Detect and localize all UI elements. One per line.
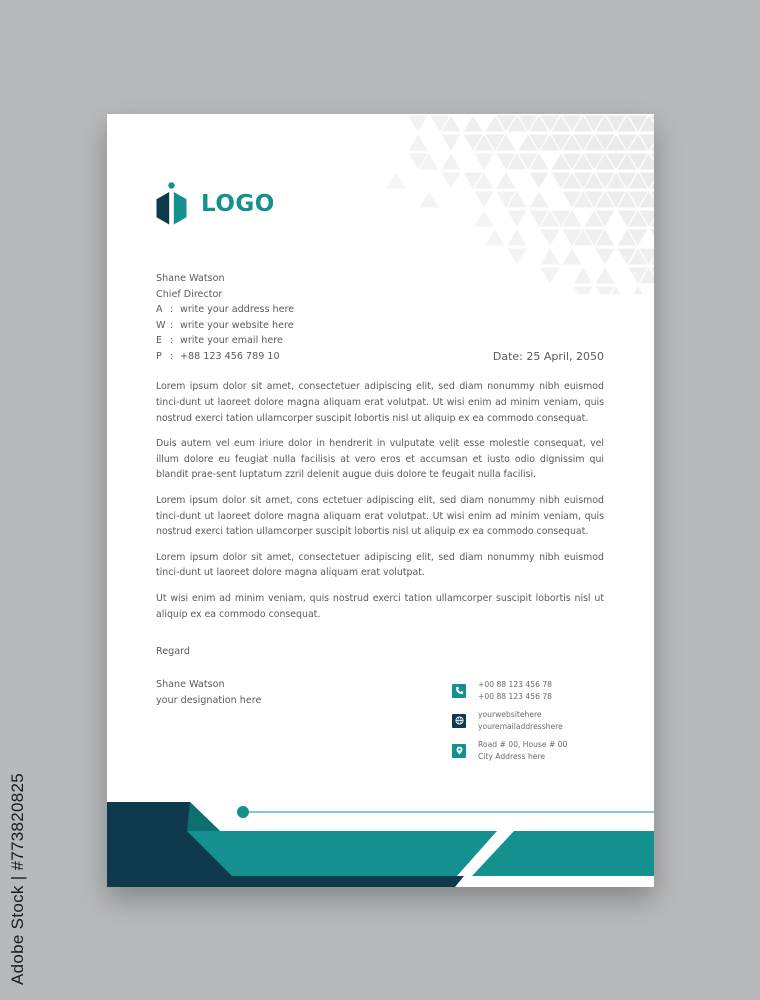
stock-id-watermark: Adobe Stock | #773820825 xyxy=(8,772,27,985)
pattern-triangle xyxy=(530,192,549,208)
contact-line: +00 88 123 456 78 xyxy=(478,691,552,701)
contact-text xyxy=(478,709,563,732)
pattern-triangle xyxy=(508,211,527,227)
signer-designation: your designation here xyxy=(156,694,262,706)
footer-band-decoration xyxy=(107,794,654,887)
hexagon-logo-icon xyxy=(155,182,188,226)
pattern-triangle xyxy=(486,230,505,246)
triangle-pattern-decoration xyxy=(374,114,654,294)
signature-block xyxy=(156,677,261,708)
body-paragraph: Lorem ipsum dolor sit amet, consectetuer adipiscing elit, sed diam nonummy nibh euismod tinci-dunt ut laoreet dolore magna aliquam erat volutpat. Ut wisi enim ad minim veniam, quis nostrud exerci tation ullamcorper suscipit lobortis nisl ut aliquip ex ea commodo consequat. xyxy=(156,381,604,424)
pattern-triangle xyxy=(387,173,406,189)
body-paragraph: Lorem ipsum dolor sit amet, cons ectetuer adipiscing elit, sed diam nonummy nibh euismod tinci-dunt ut laoreet dolore magna aliquam erat volutpat. Ut wisi enim ad minim veniam, quis nostrud exerci tation ullamcorper suscipit lobortis nisl ut aliquip ex ea commodo consequat. xyxy=(156,494,604,538)
pattern-triangle xyxy=(475,154,494,170)
contact-list xyxy=(452,679,612,769)
footer-teal-right xyxy=(472,831,654,876)
contact-text xyxy=(478,739,567,762)
row-value: write your address here xyxy=(180,304,295,316)
pattern-triangle xyxy=(409,135,428,151)
body-paragraph: Ut wisi enim ad minim veniam, quis nostrud exerci tation ullamcorper suscipit lobortis nisl ut aliquip ex ea commodo consequat. xyxy=(156,592,604,620)
row-colon: : xyxy=(170,319,174,331)
row-value: write your email here xyxy=(180,335,283,347)
pattern-triangle xyxy=(464,116,483,132)
sender-title: Chief Director xyxy=(156,288,223,300)
location-pin-icon xyxy=(452,744,466,758)
body-paragraph: Duis autem vel eum iriure dolor in hendrerit in vulputate velit esse molestie consequat, vel illum dolore eu feugiat nulla facilisis at vero eros et accumsan et iusto odio dignissim qui blandit prae-sent luptatum zzril delenit augue duis dolore te feugait nulla facilisi. xyxy=(156,437,604,481)
pattern-triangle xyxy=(596,268,615,284)
letterhead-page xyxy=(107,114,654,887)
row-colon: : xyxy=(170,350,174,362)
pattern-triangle xyxy=(541,249,560,265)
pattern-triangle xyxy=(563,249,582,265)
pattern-triangle xyxy=(530,173,549,189)
pattern-triangle xyxy=(475,211,494,227)
pattern-triangle xyxy=(475,192,494,208)
pattern-triangle xyxy=(508,230,527,246)
footer-dot xyxy=(237,806,249,818)
contact-address xyxy=(452,739,612,762)
globe-icon xyxy=(452,714,466,728)
row-colon: : xyxy=(170,304,174,316)
pattern-triangle xyxy=(596,249,615,265)
sender-phone-row xyxy=(156,349,294,365)
logo xyxy=(155,182,275,226)
contact-line: Road # 00, House # 00 xyxy=(478,740,568,749)
pattern-triangle xyxy=(442,173,461,189)
contact-text xyxy=(478,679,552,702)
phone-icon xyxy=(452,684,466,698)
row-colon: : xyxy=(170,335,174,347)
pattern-triangle xyxy=(508,249,527,265)
pattern-triangle xyxy=(420,192,439,208)
pattern-triangle xyxy=(442,135,461,151)
pattern-triangle xyxy=(442,154,461,170)
pattern-triangle xyxy=(409,116,428,132)
row-key: A xyxy=(156,304,163,316)
row-key: W xyxy=(156,319,166,331)
pattern-triangle xyxy=(596,287,615,295)
pattern-triangle xyxy=(541,268,560,284)
sender-address-row xyxy=(156,302,294,318)
contact-line: youremailaddresshere xyxy=(478,721,563,731)
contact-line: City Address here xyxy=(478,751,546,761)
row-value: +88 123 456 789 10 xyxy=(180,350,280,362)
contact-phone xyxy=(452,679,612,702)
pattern-triangle xyxy=(651,230,655,246)
logo-text: LOGO xyxy=(201,191,275,217)
letter-body xyxy=(156,379,604,632)
signer-name: Shane Watson xyxy=(156,679,225,690)
closing-regard: Regard xyxy=(156,646,190,657)
pattern-triangle xyxy=(629,287,648,295)
sender-block xyxy=(156,271,294,365)
pattern-triangle xyxy=(497,173,516,189)
sender-website-row xyxy=(156,318,294,334)
contact-line: yourwebsitehere xyxy=(478,710,542,719)
footer-fold-shape xyxy=(187,802,220,831)
footer-teal-band xyxy=(187,831,497,876)
pattern-triangle xyxy=(651,287,655,295)
row-value: write your website here xyxy=(180,319,294,331)
contact-web xyxy=(452,709,612,732)
contact-line: +00 88 123 456 78 xyxy=(478,680,552,689)
row-key: P xyxy=(156,350,162,362)
body-paragraph: Lorem ipsum dolor sit amet, consectetuer adipiscing elit, sed diam nonummy nibh euismod tinci-dunt ut laoreet dolore magna aliquam erat volutpat. xyxy=(156,551,604,579)
sender-name: Shane Watson xyxy=(156,273,225,284)
pattern-triangle xyxy=(541,230,560,246)
pattern-triangle xyxy=(574,268,593,284)
pattern-triangle xyxy=(574,287,593,295)
letter-date: Date: 25 April, 2050 xyxy=(492,350,604,363)
row-key: E xyxy=(156,335,163,347)
sender-email-row xyxy=(156,333,294,349)
